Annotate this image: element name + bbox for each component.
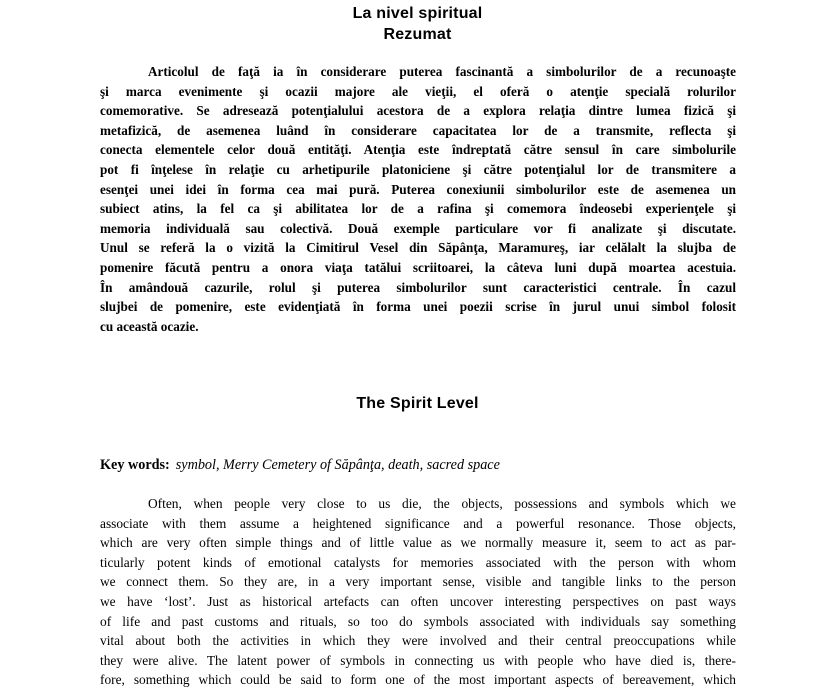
text-line: which are very often simple things and of little value as we normally measure it, seem to act as par- — [100, 535, 736, 551]
keywords-text: symbol, Merry Cemetery of Săpânţa, death, sacred space — [175, 457, 500, 473]
text-line: we have ‘lost’. Just as historical artefacts can often uncover interesting perspectives on past ways — [100, 593, 736, 609]
text-line: ticularly potent kinds of emotional catalysts for memories associated with the person with whom — [100, 554, 736, 570]
text-line: vital about both the activities in which they were involved and their central preoccupations while — [100, 633, 736, 649]
abstract-heading: Rezumat — [383, 26, 452, 43]
text-line: cu această ocazie. — [100, 318, 199, 334]
text-line: subiect atins, la fel ca şi abilitatea lor de a rafina şi comemora îndeosebi experienţele şi — [100, 201, 736, 217]
text-line: pot fi înţelese în relaţie cu arhetipurile platoniciene şi către potenţialul lor de transmitere a — [100, 161, 736, 177]
keywords-label: Key words: — [100, 457, 170, 473]
text-line: conecta elementele celor două entităţi. Atenţia este îndreptată către sensul în care simbolurile — [100, 142, 736, 158]
text-line: slujbei de pomenire, este evidenţiată în forma unei poezii scrise în jurul unui simbol folosit — [100, 299, 736, 315]
section-heading: The Spirit Level — [356, 395, 479, 412]
text-line: associate with them assume a heightened significance and a powerful resonance. Those objects, — [100, 515, 736, 531]
text-line: În amândouă cazurile, rolul şi puterea simbolurilor sunt caracteristici centrale. În cazul — [100, 279, 736, 295]
text-line: Articolul de faţă ia în considerare puterea fascinantă a simbolurilor de a recunoaşte — [148, 64, 736, 79]
body-paragraph — [100, 494, 736, 690]
text-line: Unul se referă la o vizită la Cimitirul Vesel din Săpânţa, Maramureş, iar celălalt la slujba de — [100, 240, 736, 256]
document-title: La nivel spiritual — [352, 5, 483, 22]
text-line: Often, when people very close to us die, the objects, possessions and symbols which we — [148, 496, 736, 511]
text-line: fore, something which could be said to form one of the most important aspects of bereavement, which — [100, 672, 736, 688]
text-line: metafizică, de asemenea luând în considerare capacitatea lor de a transmite, reflecta şi — [100, 122, 736, 138]
text-line: they were alive. The latent power of symbols in connecting us with people who have died is, there- — [100, 652, 736, 668]
text-line: memoria individuală sau colectivă. Două exemple particulare vor fi analizate şi discutate. — [100, 220, 736, 236]
text-line: of life and past customs and rituals, so too do symbols associated with individuals say something — [100, 613, 736, 629]
text-line: comemorative. Se adresează potenţialului acestora de a explora relaţia dintre lumea fizică şi — [100, 103, 736, 119]
keywords-line — [100, 456, 736, 475]
text-line: we connect them. So they are, in a very important sense, visible and tangible links to the person — [100, 574, 736, 590]
abstract-paragraph — [100, 62, 736, 336]
text-line: pomenire făcută pentru a onora viaţa tatălui scriitoarei, la câteva luni după moartea acestuia. — [100, 259, 736, 275]
text-line: şi marca evenimente şi ocazii majore ale vieţii, el oferă o atenţie specială rolurilor — [100, 83, 736, 99]
text-line: esenţei unei idei în forma cea mai pură. Puterea conexiunii simbolurilor este de asemenea un — [100, 181, 736, 197]
